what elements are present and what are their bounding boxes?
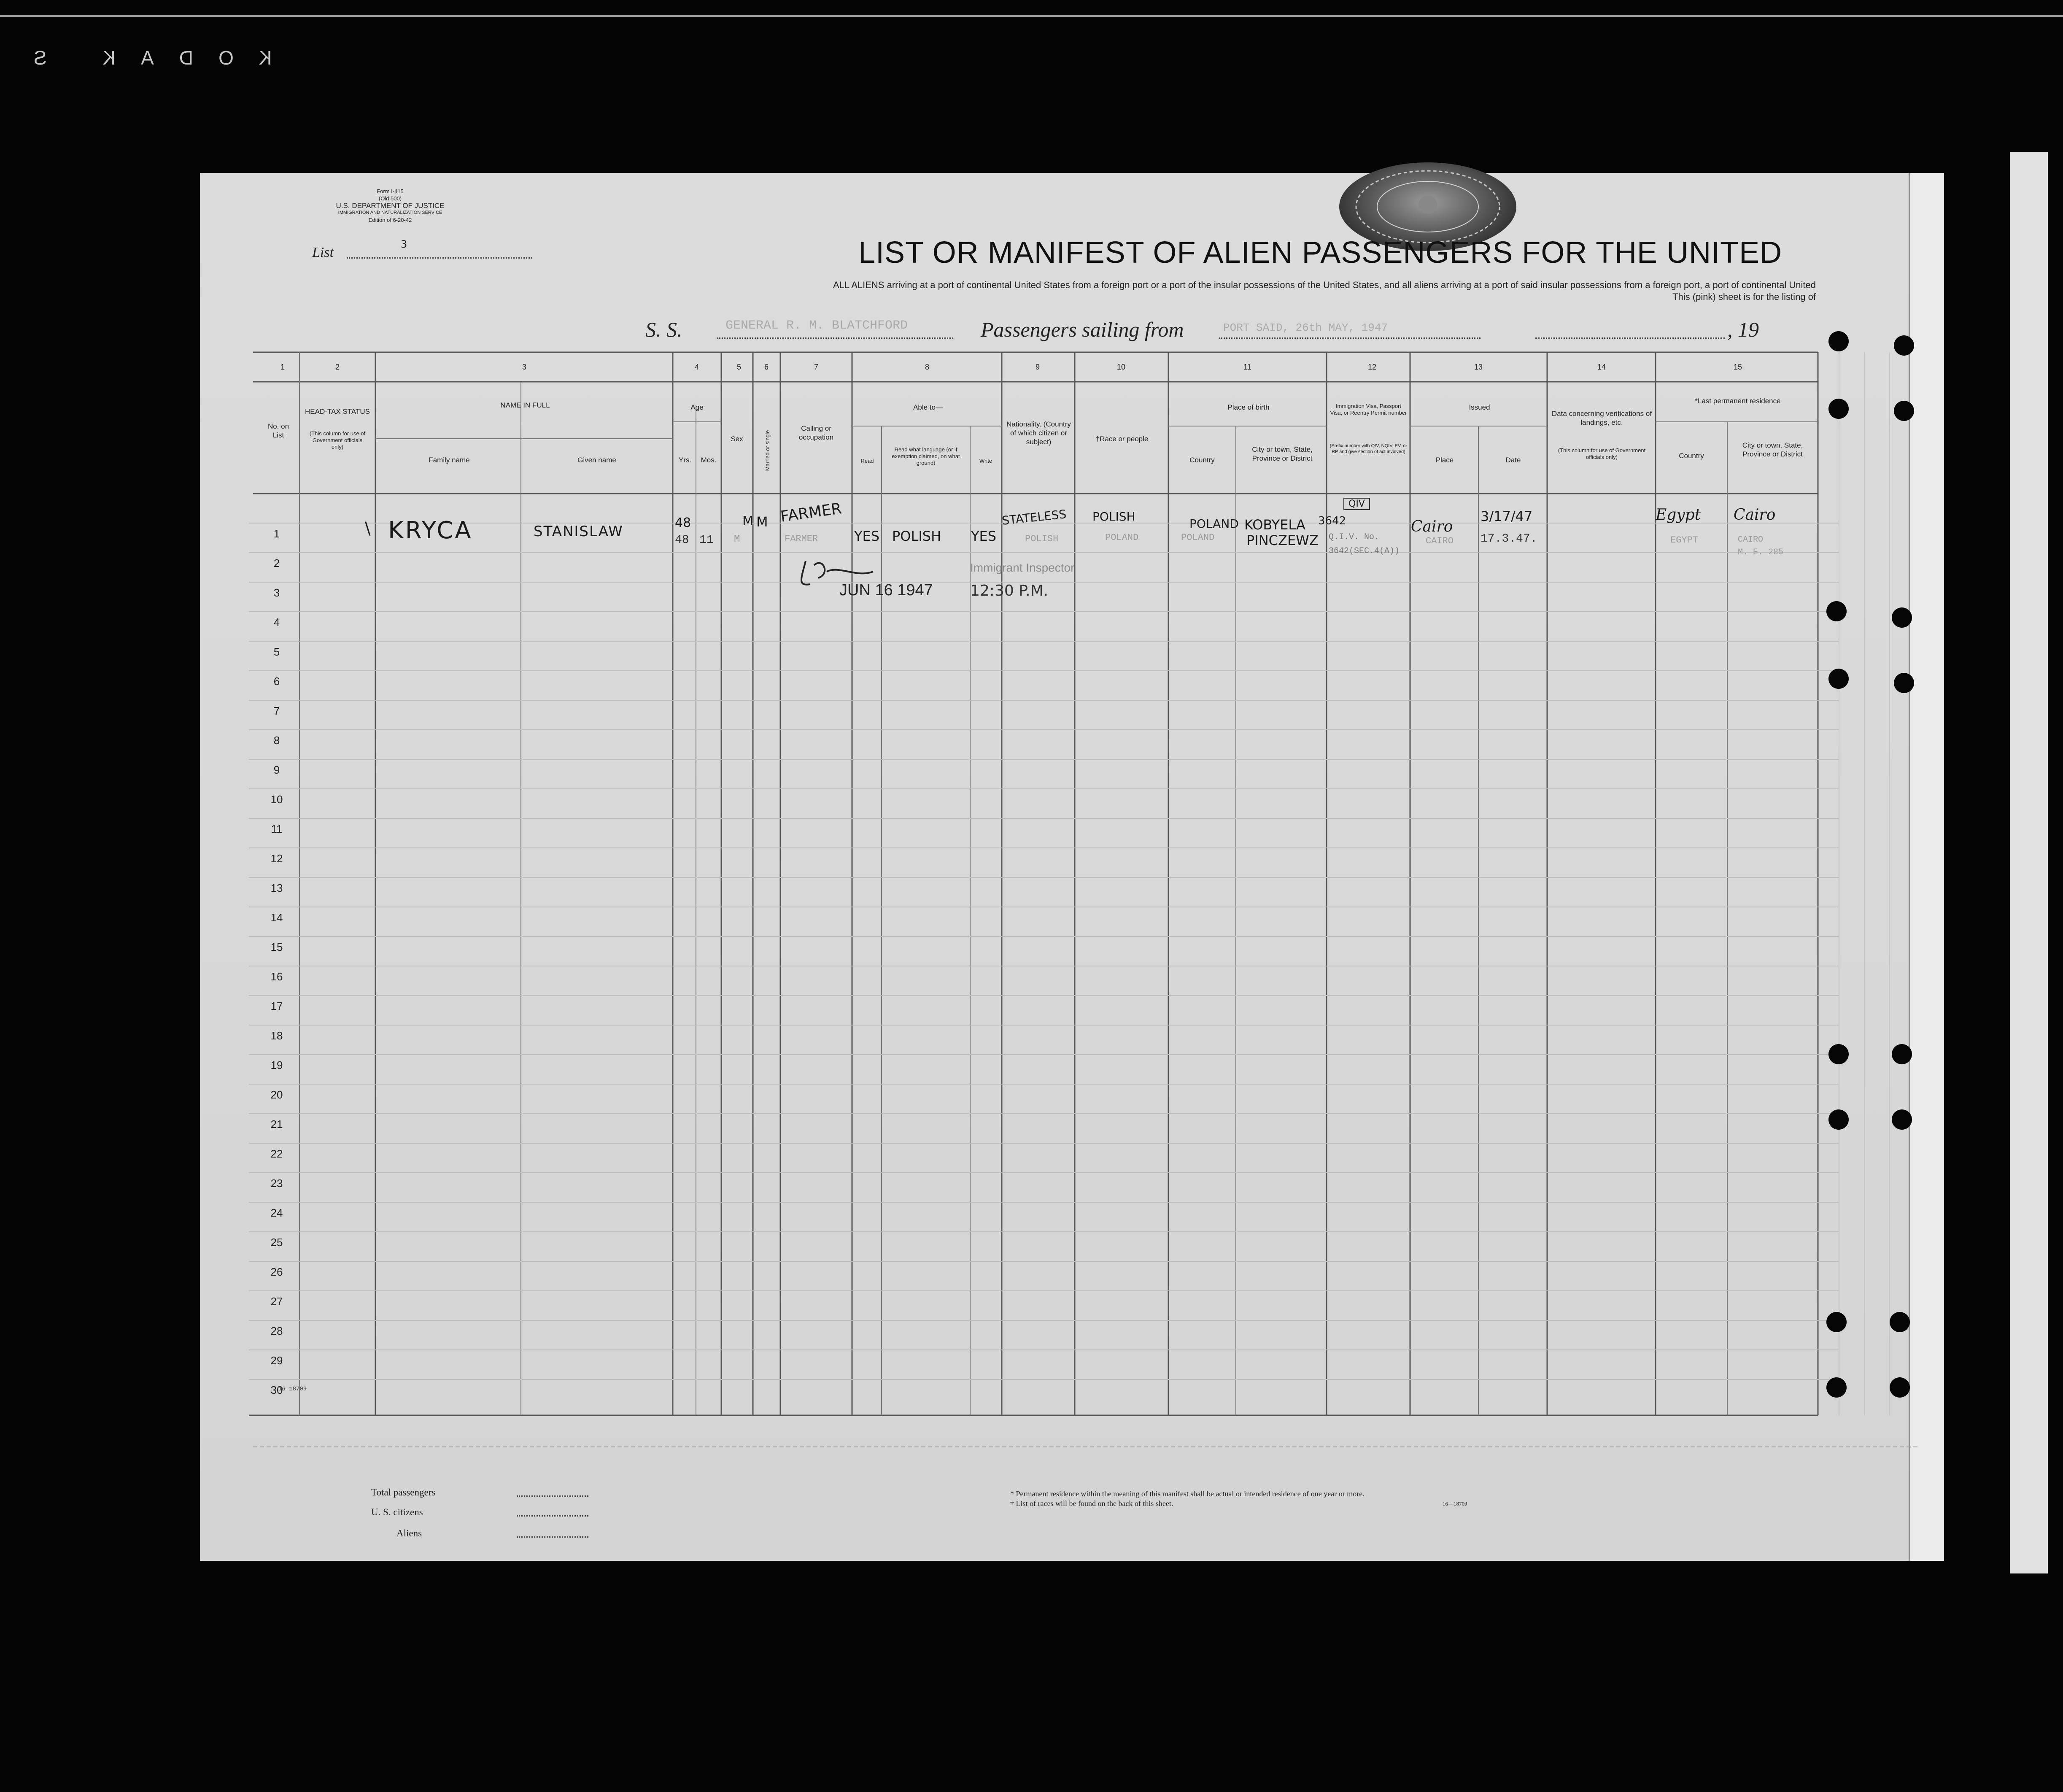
typed-res-city-2: M. E. 285: [1738, 548, 1784, 557]
hdr-read: Read: [860, 458, 874, 464]
row-number: 29: [270, 1354, 283, 1367]
row-number: 24: [270, 1206, 283, 1219]
entry-mark: \: [365, 519, 371, 538]
hdr-place: Place: [1435, 456, 1454, 464]
hdr-place-of-birth: Place of birth: [1227, 403, 1270, 411]
footer-total-label: Total passengers: [371, 1487, 436, 1498]
col-num-3: 3: [522, 363, 527, 371]
hdr-res-city: City or town, State, Province or District: [1742, 441, 1803, 458]
row-number: 28: [270, 1325, 283, 1337]
hdr-yrs: Yrs.: [678, 456, 692, 464]
row-number: 9: [273, 764, 280, 776]
entry-res-city: Cairo: [1734, 506, 1776, 524]
ss-label: S. S.: [645, 318, 682, 341]
hdr-name-in-full: NAME IN FULL: [500, 401, 550, 409]
stamp-date: JUN 16 1947: [839, 581, 933, 599]
row-number: 4: [273, 616, 280, 629]
hdr-nationality: Nationality. (Country of which citizen or subject): [1006, 420, 1071, 446]
col-num-14: 14: [1597, 363, 1606, 371]
punch-hole: [1828, 1044, 1849, 1064]
year-label: , 19: [1727, 318, 1759, 341]
hdr-mos: Mos.: [701, 456, 717, 464]
list-number: 3: [401, 238, 407, 250]
hdr-write: Write: [979, 458, 992, 464]
film-edge-text: KODAK S: [8, 47, 272, 69]
punch-hole: [1890, 1312, 1910, 1332]
row-number: 11: [271, 823, 283, 835]
col-num-11: 11: [1243, 363, 1251, 371]
punch-hole: [1828, 1109, 1849, 1130]
row-number: 17: [270, 1000, 283, 1012]
typed-race: POLAND: [1105, 532, 1139, 543]
typed-age: 48: [675, 534, 689, 547]
row-number: 1: [273, 527, 280, 540]
col-num-4: 4: [695, 363, 699, 371]
punch-hole: [1828, 331, 1849, 351]
row-number: 2: [273, 557, 280, 569]
footer-total-field: [517, 1495, 588, 1497]
row-number: 26: [270, 1266, 283, 1278]
footer-citizens-field: [517, 1515, 588, 1517]
entry-visa-section: QIV: [1343, 498, 1370, 510]
entry-given-name: STANISLAW: [534, 523, 623, 540]
punch-hole: [1890, 1377, 1910, 1398]
footer-aliens-field: [517, 1536, 588, 1538]
row-number: 27: [270, 1295, 283, 1308]
typed-issued-place: CAIRO: [1426, 536, 1454, 546]
punch-hole: [1826, 601, 1847, 621]
hdr-sex: Sex: [731, 435, 743, 443]
hdr-last-residence: *Last permanent residence: [1695, 397, 1781, 405]
typed-res-city: CAIRO: [1738, 535, 1764, 545]
manifest-title: LIST OR MANIFEST OF ALIEN PASSENGERS FOR THE UNITED: [858, 236, 1783, 270]
hdr-head-tax-note: (This column for use of Government officials only): [309, 430, 366, 450]
punch-hole: [1828, 669, 1849, 689]
row-number: 3: [273, 586, 280, 599]
subtitle-line-2: This (pink) sheet is for the listing of: [1672, 291, 1816, 302]
hdr-visa: Immigration Visa, Passport Visa, or Reentry Permit number: [1330, 403, 1407, 416]
row-number: 30: [270, 1384, 283, 1396]
row-number: 23: [270, 1177, 283, 1190]
punch-hole: [1894, 401, 1914, 421]
col-num-6: 6: [764, 363, 769, 371]
hdr-date: Date: [1505, 456, 1521, 464]
row-number: 20: [270, 1088, 283, 1101]
entry-birth-city: KOBYELA: [1244, 517, 1305, 533]
row-number: 22: [270, 1147, 283, 1160]
col-num-5: 5: [737, 363, 742, 371]
hdr-data-concerning: Data concerning verifications of landings, etc.: [1551, 410, 1652, 426]
sailing-value: PORT SAID, 26th MAY, 1947: [1223, 321, 1388, 334]
row-number: 19: [270, 1059, 283, 1071]
hdr-no-on-list: No. on List: [267, 422, 289, 439]
punch-hole: [1826, 1312, 1847, 1332]
edition: Edition of 6-20-42: [368, 217, 412, 223]
col-num-1: 1: [280, 363, 285, 371]
row-number: 21: [270, 1118, 283, 1131]
stamp-time: 12:30 P.M.: [970, 582, 1049, 599]
entry-married: M: [756, 514, 768, 530]
col-num-12: 12: [1368, 363, 1377, 371]
hdr-issued: Issued: [1469, 403, 1490, 411]
row-number: 15: [270, 941, 283, 953]
footer-citizens-label: U. S. citizens: [371, 1507, 423, 1517]
punch-hole: [1892, 1044, 1912, 1064]
hdr-read-what: Read what language (or if exemption claimed, on what ground): [892, 446, 960, 466]
entry-nationality: STATELESS: [1001, 507, 1067, 528]
hdr-given-name: Given name: [577, 456, 616, 464]
footer-print-code: 16—18709: [1443, 1501, 1467, 1507]
old-number: (Old 500): [378, 195, 402, 202]
typed-occupation: FARMER: [785, 534, 818, 544]
entry-birth-district: PINCZEWZ: [1246, 532, 1319, 548]
punch-hole: [1894, 335, 1914, 356]
hdr-res-country: Country: [1679, 452, 1704, 460]
hdr-head-tax: HEAD-TAX STATUS: [305, 408, 370, 416]
list-label: List: [312, 245, 334, 260]
col-num-7: 7: [814, 363, 819, 371]
footer-note-2: † List of races will be found on the back of this sheet.: [1010, 1499, 1173, 1508]
punch-hole: [1826, 1377, 1847, 1398]
department: U.S. DEPARTMENT OF JUSTICE: [336, 202, 445, 210]
col-num-10: 10: [1117, 363, 1126, 371]
entry-race: POLISH: [1092, 510, 1135, 524]
stamp-inspector: Immigrant Inspector: [970, 561, 1075, 574]
entry-birth-country: POLAND: [1189, 517, 1239, 531]
typed-sex: M: [734, 534, 740, 545]
footer-note-1: * Permanent residence within the meaning of this manifest shall be actual or intended residence of one year or more.: [1010, 1490, 1365, 1498]
entry-issued-place: Cairo: [1411, 518, 1453, 535]
footer-notes: [1010, 1489, 1643, 1509]
sailing-label: Passengers sailing from: [981, 318, 1184, 341]
entry-family-name: KRYCA: [388, 517, 473, 544]
col-num-13: 13: [1474, 363, 1483, 371]
row-number: 6: [273, 675, 280, 688]
entry-visa-number: 3642: [1318, 515, 1346, 527]
punch-hole: [1892, 1109, 1912, 1130]
typed-issued-date: 17.3.47.: [1481, 532, 1537, 545]
col-num-2: 2: [335, 363, 340, 371]
entry-language: POLISH: [892, 528, 941, 544]
punch-hole: [1828, 399, 1849, 419]
col-num-9: 9: [1036, 363, 1040, 371]
row-number: 13: [270, 882, 283, 894]
hdr-married: Married or single: [764, 430, 771, 471]
print-code-left: 16—18709: [278, 1386, 307, 1393]
row-number: 14: [270, 911, 283, 924]
row-number: 7: [273, 704, 280, 717]
punch-hole: [1894, 673, 1914, 693]
typed-nationality: POLISH: [1025, 534, 1059, 544]
entry-occupation: FARMER: [779, 500, 843, 526]
hdr-data-note: (This column for use of Government officials only): [1558, 447, 1646, 460]
typed-res-country: EGYPT: [1670, 535, 1699, 545]
entry-write: YES: [971, 528, 997, 544]
punch-hole: [1892, 607, 1912, 628]
row-number: 10: [270, 793, 283, 806]
hdr-age: Age: [690, 403, 704, 411]
hdr-visa-note: (Prefix number with QIV, NQIV, PV, or RP and give section of act involved): [1329, 443, 1408, 454]
hdr-family-name: Family name: [429, 456, 470, 464]
hdr-able-to: Able to—: [913, 403, 943, 411]
form-number: Form I-415: [377, 188, 404, 194]
row-number: 5: [273, 645, 280, 658]
ss-value: GENERAL R. M. BLATCHFORD: [725, 318, 908, 333]
footer-aliens-label: Aliens: [396, 1528, 422, 1538]
typed-visa-2: 3642(SEC.4(A)): [1329, 546, 1400, 556]
hdr-race: †Race or people: [1095, 435, 1149, 443]
row-number: 16: [270, 970, 283, 983]
hdr-calling: Calling or occupation: [798, 424, 834, 441]
col-num-15: 15: [1734, 363, 1742, 371]
service: IMMIGRATION AND NATURALIZATION SERVICE: [338, 210, 442, 215]
subtitle-line-1: ALL ALIENS arriving at a port of continental United States from a foreign port or a port of the insular possessions of the United States, and all aliens arriving at a port of said insular possessions from a foreign port, a port of continental United: [833, 280, 1816, 290]
row-number: 12: [270, 852, 283, 865]
typed-mos: 11: [699, 534, 714, 547]
col-num-8: 8: [925, 363, 930, 371]
row-number: 18: [270, 1029, 283, 1042]
row-number: 25: [270, 1236, 283, 1249]
row-number: 8: [273, 734, 280, 747]
entry-issued-date: 3/17/47: [1481, 508, 1533, 524]
hdr-city: City or town, State, Province or District: [1252, 445, 1313, 462]
typed-visa: Q.I.V. No.: [1329, 532, 1380, 542]
entry-res-country: Egypt: [1656, 506, 1701, 524]
entry-read: YES: [854, 528, 880, 544]
entry-sex: M: [742, 514, 753, 529]
hdr-country: Country: [1189, 456, 1215, 464]
entry-age-yrs: 48: [675, 515, 691, 530]
typed-birth-country: POLAND: [1181, 532, 1215, 543]
